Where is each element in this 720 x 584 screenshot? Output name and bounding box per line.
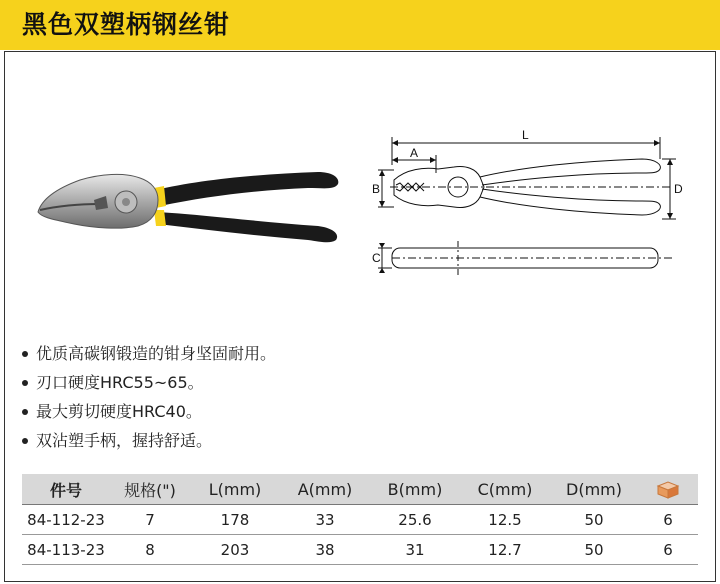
cell-l: 203 [190,535,280,565]
dim-label-b: B [372,182,381,196]
feature-item [20,373,276,402]
feature-text: 双沾塑手柄，握持舒适。 [36,431,213,450]
spec-table [22,474,698,565]
bullet-icon [22,380,28,386]
bullet-icon [22,409,28,415]
feature-item [20,431,276,460]
col-header-size: 规格(") [110,474,190,505]
col-header-part-no: 件号 [22,474,110,505]
dim-label-c: C [372,251,381,265]
col-header-b: B(mm) [370,474,460,505]
cell-pack: 6 [638,505,698,535]
col-header-c: C(mm) [460,474,550,505]
table-row [22,535,698,565]
dim-label-d: D [674,182,683,196]
col-header-d: D(mm) [550,474,638,505]
cell-size: 8 [110,535,190,565]
dimension-drawing [372,125,692,290]
cell-part-no: 84-113-23 [22,535,110,565]
cell-c: 12.7 [460,535,550,565]
title-bar [0,0,720,50]
feature-item [20,344,276,373]
cell-pack: 6 [638,535,698,565]
cell-b: 31 [370,535,460,565]
cell-c: 12.5 [460,505,550,535]
cell-d: 50 [550,505,638,535]
feature-text: 刃口硬度HRC55~65。 [36,373,204,392]
feature-item [20,402,276,431]
cell-l: 178 [190,505,280,535]
bullet-icon [22,351,28,357]
cell-a: 33 [280,505,370,535]
feature-text: 最大剪切硬度HRC40。 [36,402,202,421]
cell-a: 38 [280,535,370,565]
feature-list [20,344,276,460]
col-header-l: L(mm) [190,474,280,505]
table-header-row [22,474,698,505]
cell-b: 25.6 [370,505,460,535]
table-row [22,505,698,535]
feature-text: 优质高碳钢锻造的钳身坚固耐用。 [36,344,277,363]
cell-size: 7 [110,505,190,535]
dim-label-l: L [522,128,529,142]
col-header-pack [638,474,698,505]
bullet-icon [22,438,28,444]
pliers-photo [28,150,348,250]
page-title: 黑色双塑柄钢丝钳 [22,10,231,39]
dim-label-a: A [410,146,419,160]
box-icon [656,479,680,499]
col-header-a: A(mm) [280,474,370,505]
cell-part-no: 84-112-23 [22,505,110,535]
cell-d: 50 [550,535,638,565]
